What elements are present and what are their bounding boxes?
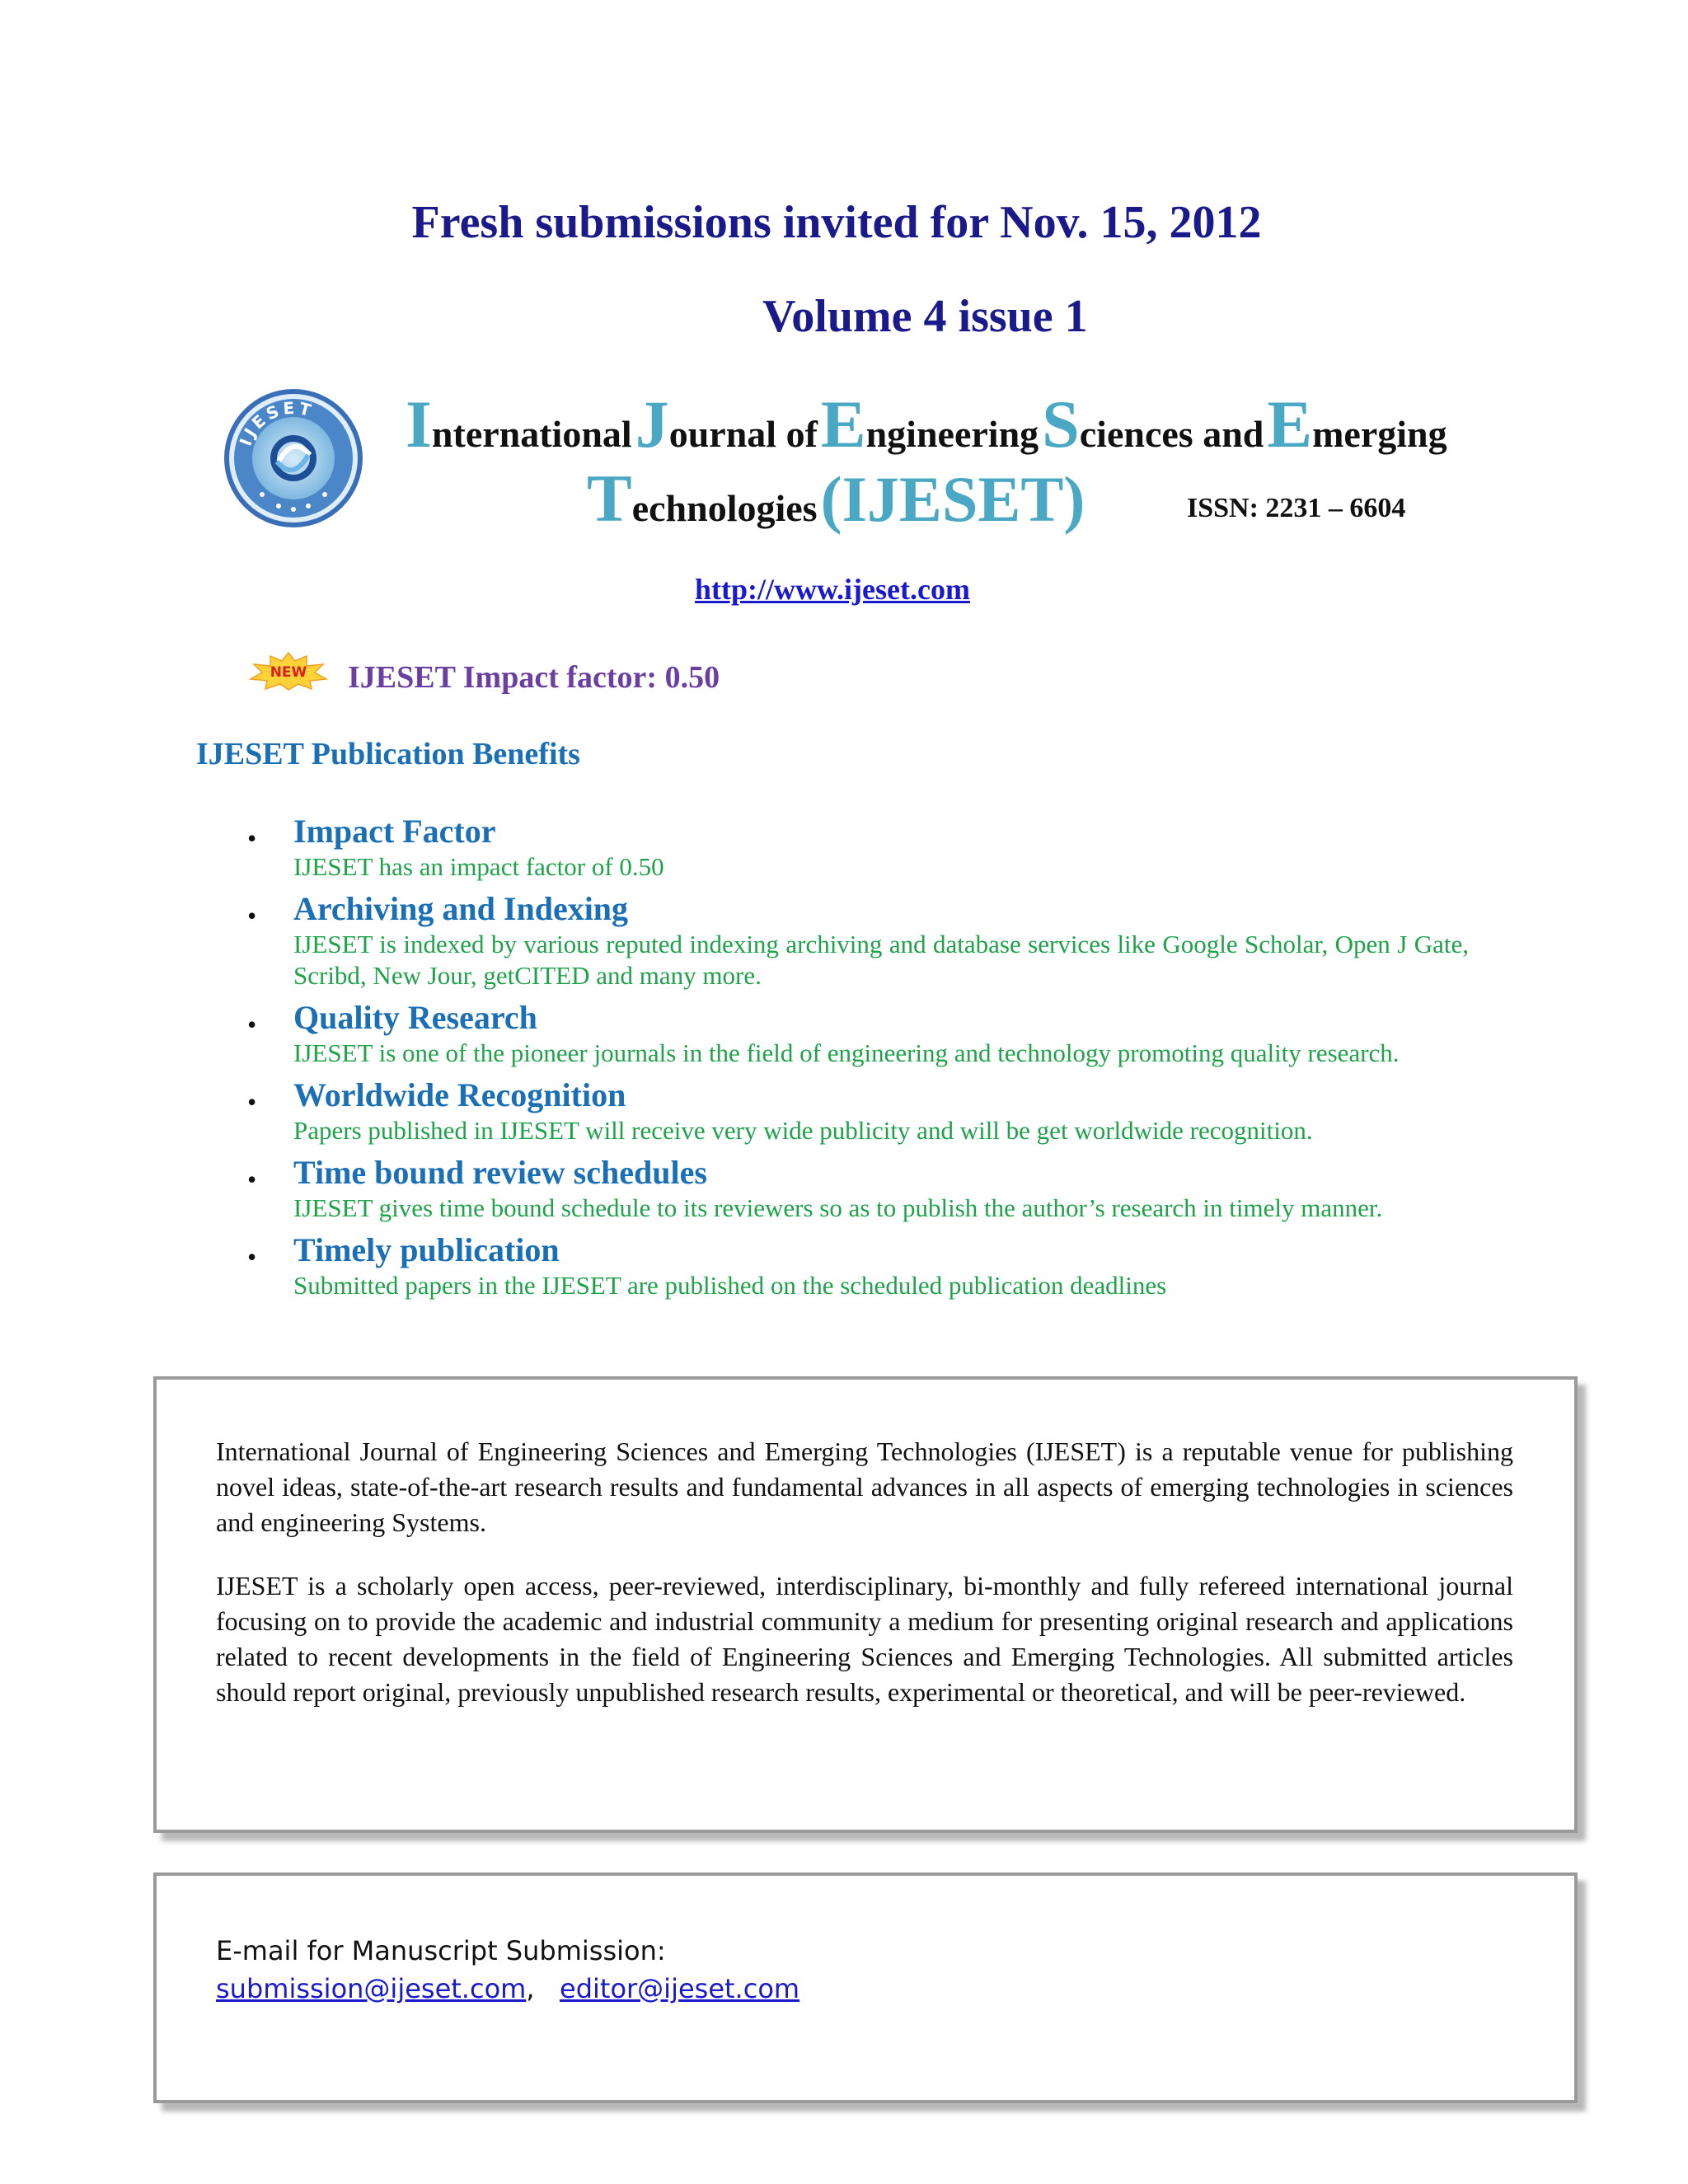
benefit-item-time-bound-review [247,1153,1469,1224]
bullet-icon: • [247,1087,257,1117]
title-word-sciences-and: ciences and [1079,413,1264,455]
manuscript-emails [216,1973,799,2004]
headline-fresh-submissions: Fresh submissions invited for Nov. 15, 2012 [411,197,1262,248]
benefit-description: IJESET has an impact factor of 0.50 [293,852,664,881]
new-badge-icon [249,651,328,691]
benefit-title: Archiving and Indexing [293,890,629,927]
title-cap-e2: E [1267,387,1313,462]
benefit-item-impact-factor [247,812,1469,883]
title-cap-e1: E [820,387,866,462]
benefit-item-quality-research [247,998,1469,1069]
benefit-description: Papers published in IJESET will receive very wide publicity and will be get worldwide recognition. [293,1116,1313,1145]
benefit-description: Submitted papers in the IJESET are published on the scheduled publication deadlines [293,1271,1167,1300]
benefits-section-title: IJESET Publication Benefits [196,737,580,771]
benefit-title: Impact Factor [293,813,496,850]
benefit-item-archiving-indexing [247,889,1469,991]
logo-seal-text: IJESET [235,397,316,449]
benefit-description: IJESET is one of the pioneer journals in the field of engineering and technology promoting quality research. [293,1038,1400,1067]
impact-factor-text: IJESET Impact factor: 0.50 [348,660,720,695]
email-separator: , [526,1973,535,2004]
manuscript-email-label: E-mail for Manuscript Submission: [216,1935,666,1966]
benefits-list [247,812,1469,1301]
benefit-item-worldwide-recognition [247,1076,1469,1146]
journal-title-line-2 [587,460,1085,537]
title-word-journal-of: ournal of [668,413,818,455]
title-cap-j: J [635,387,669,462]
about-paragraph-2: IJESET is a scholarly open access, peer-reviewed, interdisciplinary, bi-monthly and fully refereed international journal focusing on to provide the academic and industrial community a medium for presenting original research and applications related to recent developments in the field of Engineering Sciences and Emerging Technologies. All submitted articles should report original, previously unpublished research results, experimental or theoretical, and will be peer-reviewed. [216,1571,1513,1707]
bullet-icon: • [247,1010,257,1039]
benefit-description: IJESET is indexed by various reputed indexing archiving and database services like Google Scholar, Open J Gate, Scribd, New Jour, getCITED and many more. [293,930,1469,990]
new-badge-text: NEW [270,664,307,681]
benefit-item-timely-publication [247,1230,1469,1301]
bullet-icon: • [247,1165,257,1194]
title-word-technologies: echnologies [631,487,818,529]
about-paragraph-1: International Journal of Engineering Sciences and Emerging Technologies (IJESET) is a reputable venue for publishing novel ideas, state-of-the-art research results and fundamental advances in all aspects of emerging technologies in sciences and engineering Systems. [216,1436,1513,1537]
benefit-title: Timely publication [293,1231,560,1268]
about-journal-text [216,1434,1513,1738]
benefit-title: Worldwide Recognition [293,1076,626,1113]
title-cap-t: T [587,461,632,536]
benefit-description: IJESET gives time bound schedule to its reviewers so as to publish the author’s research in timely manner. [293,1193,1383,1222]
title-cap-i: I [406,387,432,462]
title-word-emerging: merging [1312,413,1447,455]
ijeset-logo-seal-icon [221,386,366,531]
title-word-engineering: ngineering [865,413,1039,455]
title-cap-s: S [1042,387,1080,462]
bullet-icon: • [247,823,257,853]
bullet-icon: • [247,901,257,930]
journal-abbreviation: (IJESET) [820,463,1085,535]
title-word-international: nternational [431,413,632,455]
benefit-title: Quality Research [293,999,537,1036]
bullet-icon: • [247,1242,257,1272]
journal-title-line-1 [406,386,1447,463]
headline-volume-issue: Volume 4 issue 1 [762,291,1088,342]
journal-website-link[interactable]: http://www.ijeset.com [695,573,970,606]
submission-email-link[interactable]: submission@ijeset.com [216,1973,527,2004]
editor-email-link[interactable]: editor@ijeset.com [560,1973,800,2004]
issn-number: ISSN: 2231 – 6604 [1187,493,1406,523]
benefit-title: Time bound review schedules [293,1154,707,1191]
